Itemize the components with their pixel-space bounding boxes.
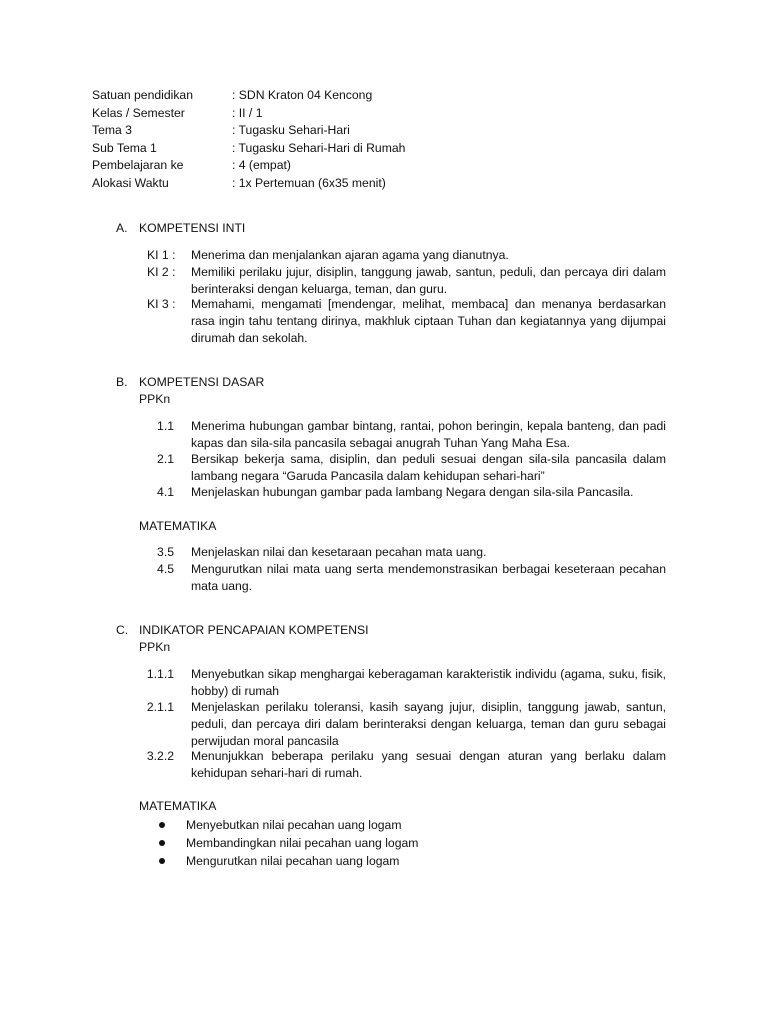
item-text: Bersikap bekerja sama, disiplin, dan peduli sesuai dengan sila-sila pancasila dalam lambang negara “Garuda Pancasila dalam kehidupan sehari-hari” xyxy=(191,452,666,483)
meta-label: Satuan pendidikan xyxy=(92,88,193,102)
item-text: Menyebutkan sikap menghargai keberagaman karakteristik individu (agama, suku, fisik, hobby) di rumah xyxy=(191,667,666,698)
meta-value: : 4 (empat) xyxy=(232,158,291,172)
section-letter: A. xyxy=(116,221,128,235)
item-text: Menerima hubungan gambar bintang, rantai, pohon beringin, kepala banteng, dan padi kapas dan sila-sila pancasila sebagai anugrah Tuhan Yang Maha Esa. xyxy=(191,419,666,450)
item-text: Menunjukkan beberapa perilaku yang sesuai dengan aturan yang berlaku dalam kehidupan sehari-hari di rumah. xyxy=(191,749,666,780)
meta-value: : Tugasku Sehari-Hari di Rumah xyxy=(232,141,406,155)
item-number: 2.1 xyxy=(157,452,174,466)
section-title: KOMPETENSI INTI xyxy=(139,221,246,235)
bullet-text: Menyebutkan nilai pecahan uang logam xyxy=(186,818,402,832)
item-number: 3.5 xyxy=(157,545,174,559)
item-text: Memiliki perilaku jujur, disiplin, tanggung jawab, santun, peduli, dan percaya diri dalam berinteraksi dengan keluarga, teman, dan guru. xyxy=(191,265,666,296)
meta-value: : 1x Pertemuan (6x35 menit) xyxy=(232,176,386,190)
item-text: Menjelaskan perilaku toleransi, kasih sayang jujur, disiplin, tanggung jawab, santun, peduli, dan percaya diri dalam berinteraksi dengan keluarga, teman dan guru sebagai perwijudan moral pancasila xyxy=(191,700,666,748)
bullet-item xyxy=(156,835,616,852)
item-text: Mengurutkan nilai mata uang serta mendemonstrasikan berbagai keseteraan pecahan mata uang. xyxy=(191,562,666,593)
item-text: Menerima dan menjalankan ajaran agama yang dianutnya. xyxy=(191,248,509,262)
item-text: Memahami, mengamati [mendengar, melihat, membaca] dan menanya berdasarkan rasa ingin tahu tentang dirinya, makhluk ciptaan Tuhan dan kegiatannya yang dijumpai dirumah dan sekolah. xyxy=(191,297,666,345)
bullet-text: Membandingkan nilai pecahan uang logam xyxy=(186,836,419,850)
item-number: 1.1.1 xyxy=(146,667,174,681)
meta-row xyxy=(92,122,532,139)
meta-label: Tema 3 xyxy=(92,123,132,137)
subject-label: MATEMATIKA xyxy=(139,519,217,533)
subject-label: PPKn xyxy=(139,640,171,654)
meta-row xyxy=(92,157,532,174)
subject-label: PPKn xyxy=(139,392,171,406)
meta-value: : II / 1 xyxy=(232,106,263,120)
bullet-item xyxy=(156,817,616,834)
meta-value: : Tugasku Sehari-Hari xyxy=(232,123,350,137)
meta-label: Pembelajaran ke xyxy=(92,158,184,172)
item-number: 1.1 xyxy=(157,419,174,433)
item-number: 4.1 xyxy=(157,485,174,499)
item-number: 3.2.2 xyxy=(146,749,174,763)
meta-label: Kelas / Semester xyxy=(92,106,185,120)
item-number: KI 2 : xyxy=(147,265,176,279)
item-number: KI 1 : xyxy=(147,248,176,262)
item-number: 4.5 xyxy=(157,562,174,576)
item-text: Menjelaskan hubungan gambar pada lambang Negara dengan sila-sila Pancasila. xyxy=(191,485,634,499)
meta-label: Sub Tema 1 xyxy=(92,141,157,155)
meta-label: Alokasi Waktu xyxy=(92,176,169,190)
meta-row xyxy=(92,175,532,192)
bullet-text: Mengurutkan nilai pecahan uang logam xyxy=(186,854,400,868)
section-title: INDIKATOR PENCAPAIAN KOMPETENSI xyxy=(139,623,369,637)
meta-row xyxy=(92,105,532,122)
bullet-item xyxy=(156,853,616,870)
section-letter: C. xyxy=(116,623,129,637)
bullet-icon xyxy=(159,822,165,828)
section-letter: B. xyxy=(116,375,128,389)
item-text: Menjelaskan nilai dan kesetaraan pecahan mata uang. xyxy=(191,545,487,559)
item-number: KI 3 : xyxy=(147,297,176,311)
meta-row xyxy=(92,87,532,104)
item-number: 2.1.1 xyxy=(146,700,174,714)
bullet-icon xyxy=(159,840,165,846)
meta-row xyxy=(92,140,532,157)
meta-value: : SDN Kraton 04 Kencong xyxy=(232,88,373,102)
subject-label: MATEMATIKA xyxy=(139,799,217,813)
bullet-icon xyxy=(159,858,165,864)
section-title: KOMPETENSI DASAR xyxy=(139,375,265,389)
